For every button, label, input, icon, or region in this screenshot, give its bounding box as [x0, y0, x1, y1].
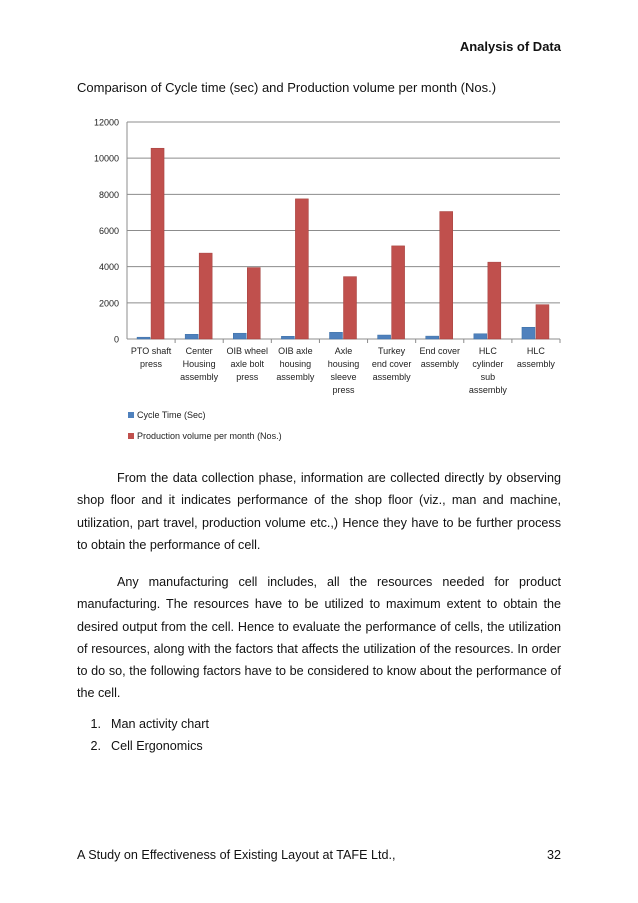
bar-production-volume — [488, 262, 501, 339]
x-category-label: assembly — [468, 385, 507, 395]
bar-production-volume — [344, 277, 357, 339]
bar-cycle-time — [330, 332, 343, 339]
x-category-label: housing — [279, 359, 312, 369]
bar-cycle-time — [378, 335, 391, 339]
y-tick-label: 2000 — [98, 298, 119, 309]
x-category-label: PTO shaft — [130, 346, 172, 356]
paragraph-data-collection: From the data collection phase, information are collected directly by observing shop floor and it indicates performance of the shop floor (viz., man and machine, utilization, part travel, production volume etc.,) Hence they have to be further process to obtain the performance of cell. — [77, 471, 561, 552]
legend-item-cycle-time: Cycle Time (Sec) — [128, 404, 282, 425]
y-tick-label: 10000 — [93, 153, 119, 164]
bar-production-volume — [536, 305, 549, 339]
x-category-label: OIB wheel — [226, 346, 269, 356]
factors-list — [77, 713, 209, 758]
footer-title: A Study on Effectiveness of Existing Layout at TAFE Ltd., — [77, 848, 396, 862]
x-category-label: assembly — [420, 359, 459, 369]
x-category-label: OIB axle — [278, 346, 313, 356]
y-tick-label: 8000 — [98, 189, 119, 200]
x-category-label: Housing — [182, 359, 216, 369]
bar-chart — [60, 110, 570, 450]
chart-legend — [128, 404, 282, 446]
x-category-label: cylinder — [472, 359, 504, 369]
x-category-label: end cover — [371, 359, 412, 369]
x-category-label: assembly — [516, 359, 555, 369]
y-tick-label: 6000 — [98, 226, 119, 236]
bar-cycle-time — [281, 336, 294, 339]
x-category-label: housing — [327, 359, 360, 369]
bar-production-volume — [151, 148, 164, 339]
x-category-label: assembly — [180, 372, 219, 382]
bar-cycle-time — [426, 336, 439, 339]
bar-cycle-time — [522, 327, 535, 339]
legend-item-production-volume: Production volume per month (Nos.) — [128, 425, 282, 446]
bar-production-volume — [295, 199, 308, 339]
list-item: 1. Man activity chart — [90, 717, 209, 731]
bar-cycle-time — [137, 337, 150, 339]
legend-swatch-blue — [128, 412, 134, 418]
bar-cycle-time — [474, 334, 487, 339]
x-category-label: HLC — [478, 346, 497, 356]
page-footer — [77, 848, 561, 862]
bar-production-volume — [392, 246, 405, 339]
x-category-label: Center — [185, 346, 213, 356]
bar-cycle-time — [233, 333, 246, 339]
x-category-label: Turkey — [378, 346, 406, 356]
chart-canvas — [60, 110, 570, 450]
x-category-label: press — [236, 372, 259, 382]
figure-caption: Comparison of Cycle time (sec) and Production volume per month (Nos.) — [77, 80, 497, 95]
x-category-label: HLC — [526, 346, 545, 356]
bar-production-volume — [247, 268, 260, 339]
y-tick-label: 12000 — [93, 117, 119, 128]
y-tick-label: 4000 — [98, 262, 119, 273]
x-category-label: sub — [480, 372, 496, 382]
x-category-label: Axle — [334, 346, 353, 356]
bar-production-volume — [199, 253, 212, 339]
x-category-label: press — [140, 359, 163, 369]
x-category-label: End cover — [419, 346, 460, 356]
x-category-label: axle bolt — [230, 359, 265, 369]
x-category-label: assembly — [276, 372, 315, 382]
bar-cycle-time — [185, 334, 198, 339]
y-tick-label: 0 — [113, 334, 119, 345]
section-header: Analysis of Data — [459, 39, 561, 54]
x-category-label: sleeve — [330, 372, 357, 382]
list-item: 2. Cell Ergonomics — [90, 739, 203, 754]
legend-swatch-red — [128, 433, 134, 439]
x-category-label: press — [332, 385, 355, 395]
bar-production-volume — [440, 212, 453, 339]
page-number: 32 — [546, 848, 561, 862]
paragraph-manufacturing-cell: Any manufacturing cell includes, all the resources needed for product manufacturing. The resources have to be utilized to maximum extent to obtain the desired output from the cell. Hence to evaluate the performance of cells, the utilization of resources, along with the factors that affects the utilization of the resources. In order to do so, the following factors have to be considered to know about the performance of the cell. — [77, 575, 561, 701]
x-category-label: assembly — [372, 372, 411, 382]
